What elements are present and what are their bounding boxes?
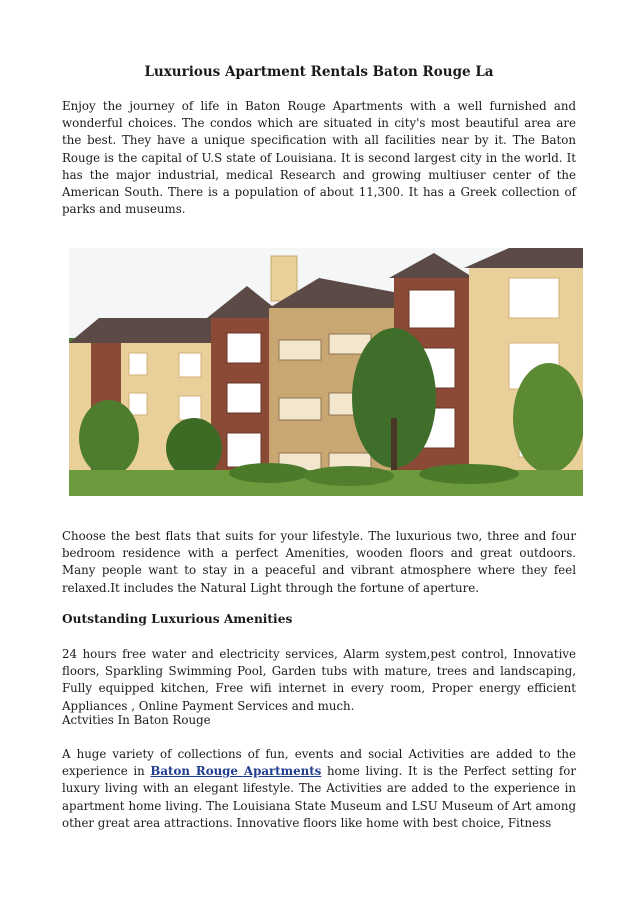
apartment-building-photo bbox=[69, 248, 583, 496]
activities-line: Actvities In Baton Rouge bbox=[62, 713, 211, 727]
page-title: Luxurious Apartment Rentals Baton Rouge La bbox=[144, 64, 494, 80]
intro-paragraph: Enjoy the journey of life in Baton Rouge Apartments with a well furnished and wonderful choices. The condos which are situated in city's most beautiful area are the best. They have a unique specification with all facilities near by it. The Baton Rouge is the capital of U.S state of Louisiana. It is second largest city in the world. It has the major industrial, medical Research and growing multiuser center of the American South. There is a population of about 11,300. It has a Greek collection of parks and museums. bbox=[62, 99, 576, 217]
activities-text-after-link: home living. It is the Perfect setting for luxury living with an elegant lifestyle. The Activities are added to the experience in apartment home living. The Louisiana State Museum and LSU Museum of Art among other great area attractions. Innovative floors like home with best choice, Fitness bbox=[62, 764, 576, 830]
amenities-paragraph: 24 hours free water and electricity services, Alarm system,pest control, Innovative floors, Sparkling Swimming Pool, Garden tubs with mature, trees and landscaping, Fully equipped kitchen, Free wifi internet in every room, Proper energy efficient Appliances , Online Payment Services and much. bbox=[62, 647, 576, 713]
lifestyle-paragraph: Choose the best flats that suits for your lifestyle. The luxurious two, three and four bedroom residence with a perfect Amenities, wooden floors and great outdoors. Many people want to stay in a peaceful and vibrant atmosphere where they feel relaxed.It includes the Natural Light through the fortune of aperture. bbox=[62, 529, 576, 595]
baton-rouge-apartments-link[interactable]: Baton Rouge Apartments bbox=[150, 764, 322, 779]
activities-paragraph bbox=[62, 746, 576, 832]
amenities-heading: Outstanding Luxurious Amenities bbox=[62, 612, 293, 626]
activities-text-before-link: A huge variety of collections of fun, events and social Activities are added to the experience in bbox=[62, 747, 576, 779]
